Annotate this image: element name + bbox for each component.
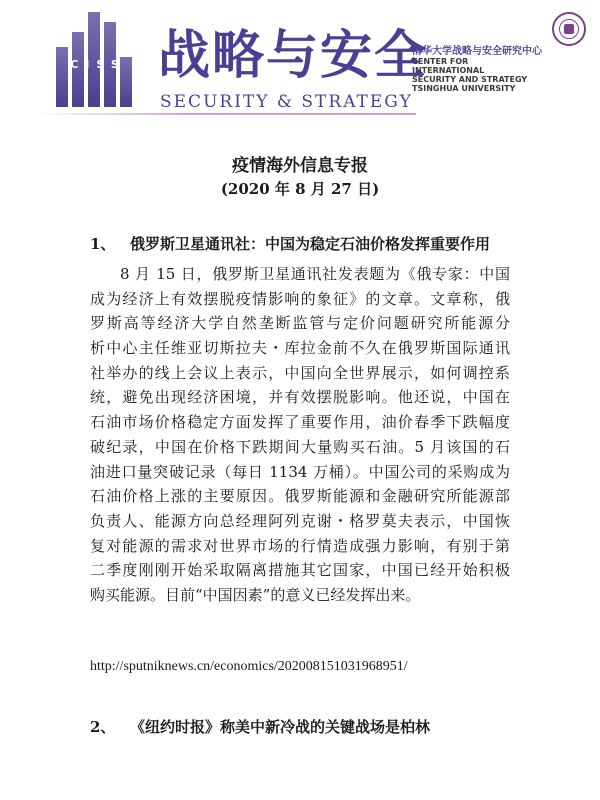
center-name-en-line: CENTER FOR — [412, 57, 469, 66]
document-title: 疫情海外信息专报 — [232, 156, 368, 176]
body-line: 析中心主任维亚切斯拉夫・库拉金前不久在俄罗斯国际通讯 — [90, 339, 510, 358]
section-number: 2、 — [90, 718, 116, 736]
body-line: 二季度刚刚开始采取隔离措施其它国家，中国已经开始积极 — [90, 561, 510, 580]
body-line: 石油价格上涨的主要原因。俄罗斯能源和金融研究所能源部 — [90, 487, 510, 506]
masthead — [0, 0, 600, 140]
masthead-title-cn: 战略与安全 — [158, 26, 429, 86]
center-name-en-line: INTERNATIONAL — [412, 66, 485, 75]
section-heading — [90, 233, 490, 254]
masthead-title-en: SECURITY & STRATEGY — [160, 92, 413, 112]
body-line: 8 月 15 日，俄罗斯卫星通讯社发表题为《俄专家：中国 — [120, 265, 510, 283]
body-line: 油进口量突破记录（每日 1134 万桶）。中国公司的采购成为 — [90, 462, 510, 481]
center-name-en-line: TSINGHUA UNIVERSITY — [412, 84, 516, 93]
body-line: 破纪录，中国在价格下跌期间大量购买石油。5 月该国的石 — [90, 437, 510, 456]
decorative-divider — [36, 113, 416, 115]
section-heading — [90, 716, 430, 737]
body-line: 负责人、能源方向总经理阿列克谢・格罗莫夫表示，中国恢 — [90, 511, 510, 530]
document-date: (2020 年 8 月 27 日) — [220, 180, 380, 198]
logo-text: CISS — [70, 58, 126, 71]
body-line: 统，避免出现经济困境，并有效摆脱影响。他还说，中国在 — [90, 388, 510, 407]
center-name-en — [412, 57, 527, 93]
section-body — [90, 262, 510, 608]
source-url: http://sputniknews.cn/economics/202008151031968951/ — [90, 659, 408, 674]
center-name-en-line: SECURITY AND STRATEGY — [412, 75, 528, 84]
logo-bar — [56, 47, 68, 107]
university-seal-icon — [552, 12, 586, 46]
center-name-cn: 清华大学战略与安全研究中心 — [412, 46, 542, 57]
body-line: 成为经济上有效摆脱疫情影响的象征》的文章。文章称，俄 — [90, 289, 510, 308]
body-line: 罗斯高等经济大学自然垄断监管与定价问题研究所能源分 — [90, 314, 510, 333]
body-line: 复对能源的需求对世界市场的行情造成强力影响，有别于第 — [90, 536, 510, 555]
body-line: 石油市场价格稳定方面发挥了重要作用，油价春季下跌幅度 — [90, 413, 510, 432]
body-line: 社举办的线上会议上表示，中国向全世界展示，如何调控系 — [90, 363, 510, 382]
section-title: 俄罗斯卫星通讯社：中国为稳定石油价格发挥重要作用 — [130, 235, 491, 253]
body-line: 购买能源。目前“中国因素”的意义已经发挥出来。 — [90, 585, 421, 604]
section-number: 1、 — [90, 235, 116, 253]
section-title: 《纽约时报》称美中新冷战的关键战场是柏林 — [130, 718, 431, 736]
